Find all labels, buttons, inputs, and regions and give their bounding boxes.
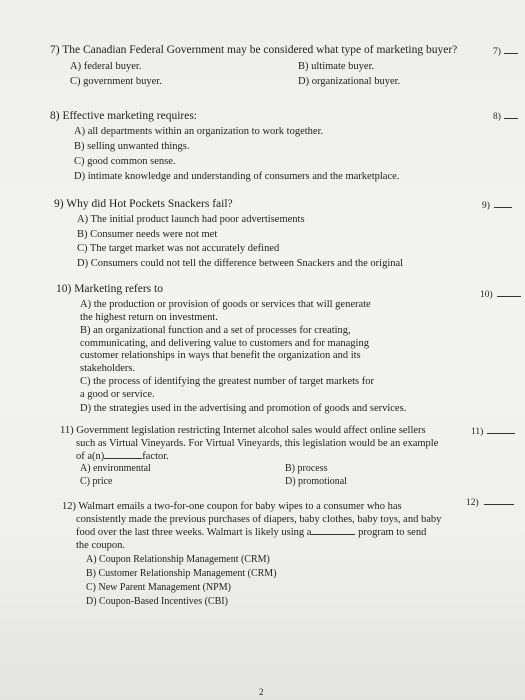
answer-label: 12)	[466, 498, 514, 508]
option-b: B) an organizational function and a set of processes for creating, communicating, and delivering value to customers and for managing customer relationships in ways that benefit the organization and its stakeholders.	[80, 325, 369, 374]
question-stem-line-1: 11) Government legislation restricting Internet alcohol sales would affect online sellers	[60, 425, 426, 436]
answer-blank[interactable]	[484, 504, 514, 505]
answer-label: 10)	[480, 290, 521, 300]
question-stem-line-2: consistently made the previous purchases of diapers, baby clothes, baby toys, and baby	[76, 514, 442, 525]
option-b: B) Customer Relationship Management (CRM)	[86, 568, 277, 579]
question-stem: 7) The Canadian Federal Government may be considered what type of marketing buyer?	[50, 44, 458, 56]
fill-in-blank[interactable]	[311, 534, 355, 535]
option-b: B) Consumer needs were not met	[77, 229, 218, 240]
answer-label: 9)	[482, 201, 512, 211]
option-b: B) process	[285, 463, 328, 474]
question-stem-line-4: the coupon.	[76, 540, 125, 551]
page-number: 2	[259, 687, 264, 697]
option-a: A) the production or provision of goods or services that will generate the highest return on investment.	[80, 299, 371, 323]
question-stem-line-2: such as Virtual Vineyards. For Virtual Vineyards, this legislation would be an example	[76, 438, 439, 449]
option-c: C) New Parent Management (NPM)	[86, 582, 231, 593]
question-stem-line-1: 12) Walmart emails a two-for-one coupon for baby wipes to a consumer who has	[62, 501, 402, 512]
answer-label: 7)	[493, 47, 518, 57]
option-c: C) The target market was not accurately defined	[77, 243, 280, 254]
option-a: A) federal buyer.	[70, 61, 142, 72]
option-d: D) the strategies used in the advertising and promotion of goods and services.	[80, 403, 407, 414]
option-a: A) Coupon Relationship Management (CRM)	[86, 554, 270, 565]
answer-blank[interactable]	[494, 207, 512, 208]
option-a: A) The initial product launch had poor advertisements	[77, 214, 305, 225]
option-d: D) intimate knowledge and understanding of consumers and the marketplace.	[74, 171, 400, 182]
option-d: D) Consumers could not tell the difference between Snackers and the original	[77, 258, 404, 269]
option-d: D) organizational buyer.	[298, 76, 401, 87]
option-b: B) selling unwanted things.	[74, 141, 190, 152]
option-d: D) promotional	[285, 476, 347, 487]
answer-blank[interactable]	[497, 296, 521, 297]
answer-label: 8)	[493, 112, 518, 122]
answer-blank[interactable]	[504, 53, 518, 54]
option-c: C) price	[80, 476, 113, 487]
option-a: A) all departments within an organization to work together.	[74, 126, 324, 137]
option-b: B) ultimate buyer.	[298, 61, 375, 72]
fill-in-blank[interactable]	[104, 458, 142, 459]
question-stem: 8) Effective marketing requires:	[50, 110, 197, 122]
question-stem: 9) Why did Hot Pockets Snackers fail?	[54, 198, 233, 210]
option-c: C) the process of identifying the greatest number of target markets for a good or service.	[80, 376, 375, 400]
option-a: A) environmental	[80, 463, 151, 474]
option-c: C) good common sense.	[74, 156, 176, 167]
answer-blank[interactable]	[504, 118, 518, 119]
answer-label: 11)	[471, 427, 515, 437]
option-c: C) government buyer.	[70, 76, 162, 87]
answer-blank[interactable]	[487, 433, 515, 434]
question-stem: 10) Marketing refers to	[56, 283, 163, 295]
question-stem-line-3: food over the last three weeks. Walmart is likely using a program to send	[76, 527, 427, 538]
option-d: D) Coupon-Based Incentives (CBI)	[86, 596, 228, 607]
question-stem-line-3: of a(n) factor.	[76, 451, 169, 462]
